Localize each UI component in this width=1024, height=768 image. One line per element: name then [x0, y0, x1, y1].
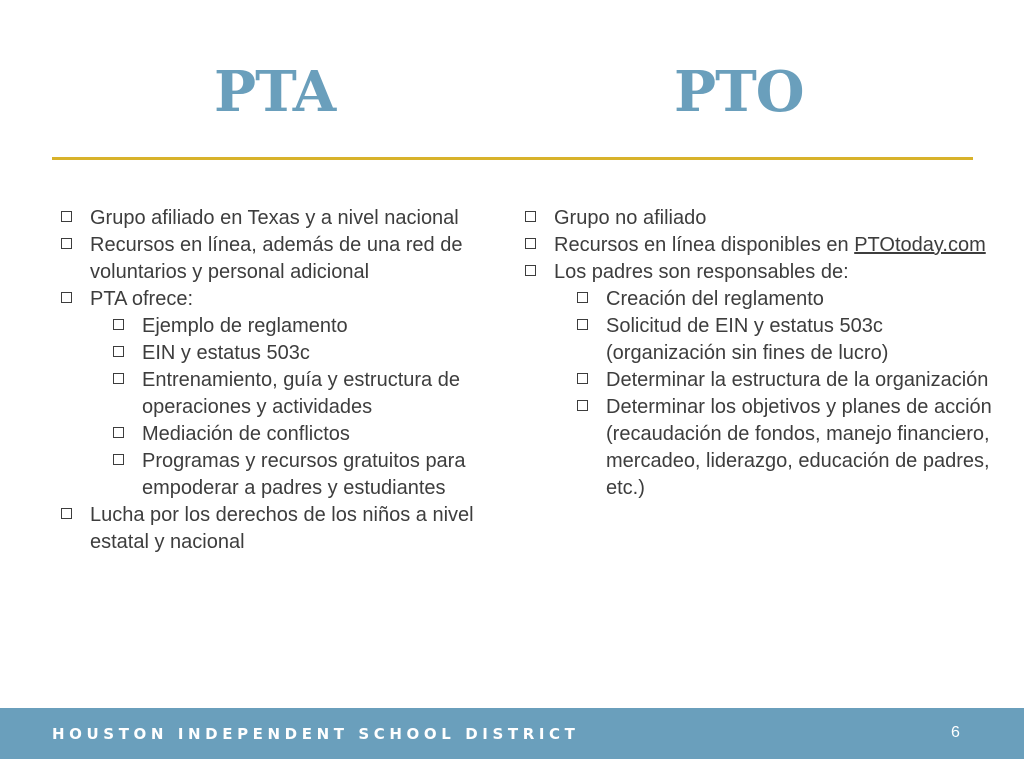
- pto-heading: PTO: [674, 59, 804, 125]
- district-name: HOUSTON INDEPENDENT SCHOOL DISTRICT: [52, 725, 580, 743]
- list-item: Lucha por los derechos de los niños a nivel estatal y nacional: [58, 502, 498, 556]
- list-item: Grupo no afiliado: [522, 205, 992, 232]
- sub-list-item: Ejemplo de reglamento: [110, 313, 498, 340]
- divider-line: [52, 157, 973, 160]
- sub-list-item: EIN y estatus 503c: [110, 340, 498, 367]
- list-item: Los padres son responsables de:: [522, 259, 992, 286]
- list-item: [522, 232, 992, 259]
- list-item-text: Recursos en línea disponibles en: [554, 234, 849, 256]
- pto-column: [522, 205, 992, 502]
- sub-list-item: Solicitud de EIN y estatus 503c (organización sin fines de lucro): [574, 313, 992, 367]
- pta-list: [58, 205, 498, 556]
- sub-list-item: Programas y recursos gratuitos para empoderar a padres y estudiantes: [110, 448, 498, 502]
- pta-column: [58, 205, 498, 556]
- ptotoday-link[interactable]: PTOtoday.com: [854, 234, 986, 256]
- sub-list-item: Determinar la estructura de la organización: [574, 367, 992, 394]
- pta-heading: PTA: [214, 59, 336, 125]
- sub-list-item: Mediación de conflictos: [110, 421, 498, 448]
- page-number: 6: [951, 724, 960, 741]
- sub-list-item: Creación del reglamento: [574, 286, 992, 313]
- sub-list-item: Entrenamiento, guía y estructura de operaciones y actividades: [110, 367, 498, 421]
- sub-list-item: Determinar los objetivos y planes de acción (recaudación de fondos, manejo financiero, mercadeo, liderazgo, educación de padres, etc.): [574, 394, 992, 502]
- pto-list: [522, 205, 992, 502]
- footer-bar: [0, 708, 1024, 759]
- list-item: PTA ofrece:: [58, 286, 498, 313]
- list-item: Grupo afiliado en Texas y a nivel nacional: [58, 205, 498, 232]
- list-item: Recursos en línea, además de una red de voluntarios y personal adicional: [58, 232, 498, 286]
